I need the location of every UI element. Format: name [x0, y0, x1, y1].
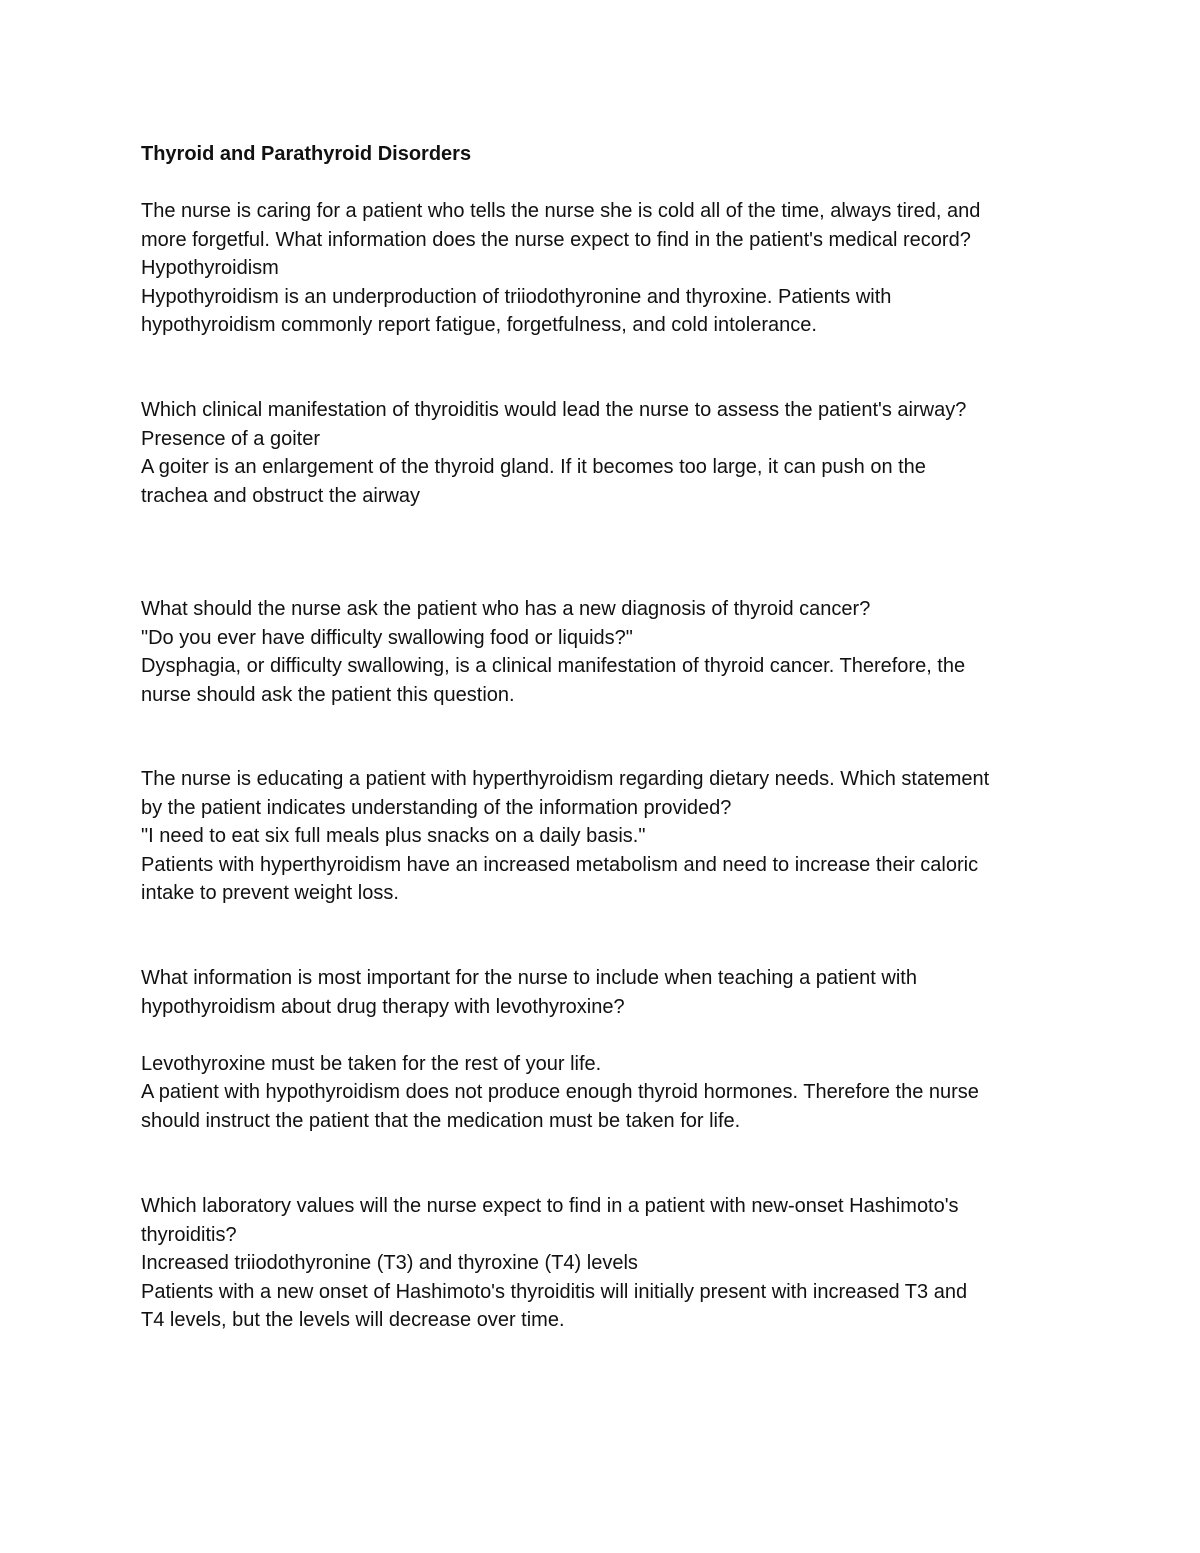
rationale-line: Patients with hyperthyroidism have an increased metabolism and need to increase their caloric: [141, 853, 979, 876]
rationale-line: trachea and obstruct the airway: [141, 484, 421, 507]
rationale-line: Hypothyroidism is an underproduction of triiodothyronine and thyroxine. Patients with: [141, 285, 892, 308]
qa-item-2: [141, 396, 1071, 510]
document-title: Thyroid and Parathyroid Disorders: [141, 143, 472, 165]
question-line: Which laboratory values will the nurse expect to find in a patient with new-onset Hashimoto's: [141, 1195, 959, 1217]
question-line: The nurse is caring for a patient who tells the nurse she is cold all of the time, always tired, and: [141, 200, 981, 222]
answer-line: "I need to eat six full meals plus snacks on a daily basis.": [141, 825, 646, 847]
question-line: thyroiditis?: [141, 1223, 237, 1246]
question-line: What should the nurse ask the patient who has a new diagnosis of thyroid cancer?: [141, 598, 871, 620]
answer-line: "Do you ever have difficulty swallowing food or liquids?": [141, 626, 633, 649]
answer-line: Increased triiodothyronine (T3) and thyroxine (T4) levels: [141, 1252, 638, 1274]
answer-line: Levothyroxine must be taken for the rest of your life.: [141, 1052, 602, 1075]
answer-line: Presence of a goiter: [141, 427, 320, 450]
document-page: [141, 140, 1071, 1331]
qa-item-4: [141, 765, 1071, 908]
qa-item-6: [141, 1192, 1071, 1335]
rationale-line: hypothyroidism commonly report fatigue, forgetfulness, and cold intolerance.: [141, 314, 817, 336]
question-line: more forgetful. What information does the nurse expect to find in the patient's medical record?: [141, 228, 971, 251]
question-line: by the patient indicates understanding of the information provided?: [141, 796, 732, 819]
rationale-line: should instruct the patient that the medication must be taken for life.: [141, 1109, 741, 1132]
rationale-line: T4 levels, but the levels will decrease over time.: [141, 1309, 565, 1331]
question-line: The nurse is educating a patient with hyperthyroidism regarding dietary needs. Which statement: [141, 768, 990, 790]
blank-line: [141, 1021, 1071, 1050]
question-line: What information is most important for the nurse to include when teaching a patient with: [141, 967, 917, 989]
qa-item-3: [141, 595, 1071, 709]
rationale-line: A patient with hypothyroidism does not produce enough thyroid hormones. Therefore the nurse: [141, 1081, 979, 1103]
rationale-line: intake to prevent weight loss.: [141, 882, 399, 904]
rationale-line: A goiter is an enlargement of the thyroid gland. If it becomes too large, it can push on the: [141, 456, 926, 478]
rationale-line: Dysphagia, or difficulty swallowing, is a clinical manifestation of thyroid cancer. Therefore, the: [141, 655, 966, 677]
answer-line: Hypothyroidism: [141, 257, 279, 279]
question-line: Which clinical manifestation of thyroiditis would lead the nurse to assess the patient's airway?: [141, 399, 967, 421]
qa-item-1: [141, 197, 1071, 340]
rationale-line: Patients with a new onset of Hashimoto's thyroiditis will initially present with increased T3 and: [141, 1280, 968, 1303]
qa-item-5: [141, 964, 1071, 1135]
rationale-line: nurse should ask the patient this question.: [141, 683, 515, 706]
question-line: hypothyroidism about drug therapy with levothyroxine?: [141, 995, 625, 1018]
